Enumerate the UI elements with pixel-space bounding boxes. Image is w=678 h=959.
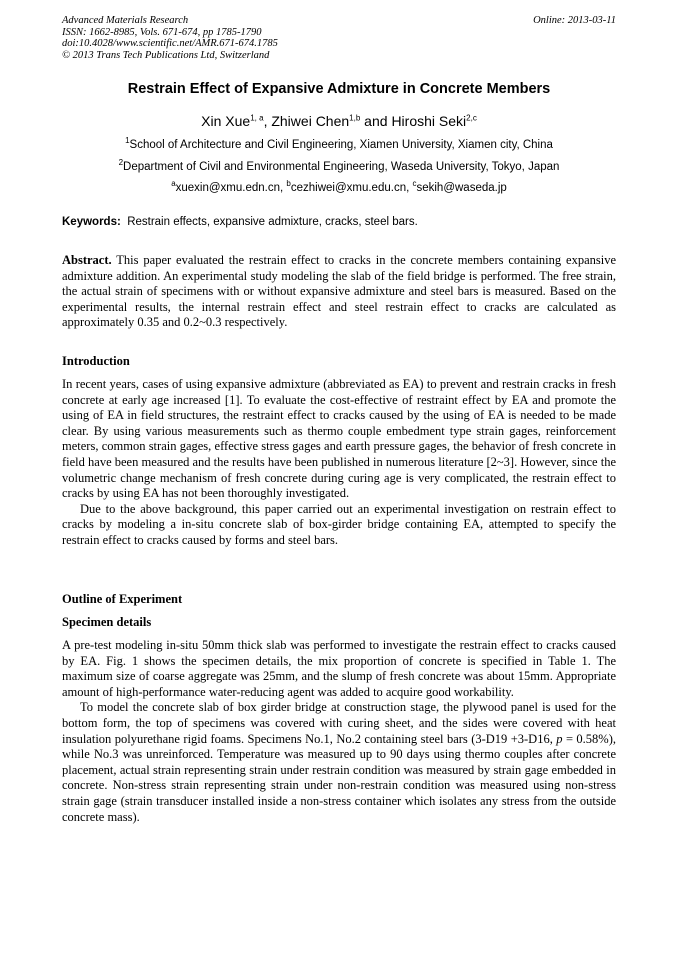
affiliation-text: Department of Civil and Environmental Engineering, Waseda University, Tokyo, Japan — [123, 161, 560, 173]
affiliation-2 — [0, 158, 678, 173]
email-superscript: c — [412, 179, 417, 189]
keywords-text: Restrain effects, expansive admixture, cracks, steel bars. — [127, 216, 418, 228]
email-superscript: b — [286, 179, 291, 189]
paragraph: Due to the above background, this paper carried out an experimental investigation on restrain effect to cracks by modeling a in-situ concrete slab of box-girder bridge containing EA, attempted to specify the restrain effect to cracks caused by forms and steel bars. — [62, 501, 616, 547]
copyright-line: © 2013 Trans Tech Publications Ltd, Switzerland — [62, 49, 270, 61]
journal-name: Advanced Materials Research — [62, 15, 189, 26]
keywords — [62, 216, 616, 228]
email-address: xuexin@xmu.edn.cn, — [175, 182, 284, 194]
author-superscript: 2,c — [466, 113, 477, 123]
affiliation-superscript: 2 — [118, 158, 124, 168]
affiliation-superscript: 1 — [125, 136, 130, 146]
section-heading-introduction: Introduction — [62, 354, 130, 368]
abstract-label: Abstract. — [62, 253, 112, 267]
email-address: sekih@waseda.jp — [416, 182, 507, 194]
author-name: Hiroshi Seki — [391, 113, 467, 129]
author-superscript: 1,b — [349, 113, 361, 123]
text-run: To model the concrete slab of box girder bridge at construction stage, the plywood panel is used for the bottom form, the top of specimens was covered with curing sheet, and the sides were covered with heat insulation polyurethane rigid foams. Specimens No.1, No.2 containing steel bars (3-D19 +3-D16, — [62, 700, 616, 746]
email-address: cezhiwei@xmu.edu.cn, — [290, 182, 410, 194]
subsection-heading-specimen: Specimen details — [62, 615, 152, 629]
email-line — [0, 179, 678, 194]
paragraph: A pre-test modeling in-situ 50mm thick slab was performed to investigate the restrain effect to cracks caused by EA. Fig. 1 shows the specimen details, the mix proportion of concrete is specified in Table 1. The maximum size of coarse aggregate was 25mm, and the slump of fresh concrete was about 15mm. Appropriate amount of high-performance water-reducing agent was added to acquire good workability. — [62, 638, 616, 699]
abstract — [62, 253, 616, 331]
online-date: Online: 2013-03-11 — [533, 15, 616, 26]
author-name: Xin Xue — [201, 113, 251, 129]
text-run: = 0.58%), while No.3 was unreinforced. Temperature was measured up to 90 days using thermo couples after concrete placement, actual strain representing strain under restrain condition was measured by strain gage embedded in concrete. Non-stress strain representing strain under non-restrain condition was measured using non-stress strain gage (strain transducer installed inside a non-stress container which isolates any stress from the outside concrete mass). — [62, 731, 617, 824]
email-superscript: a — [171, 179, 176, 189]
section-heading-outline: Outline of Experiment — [62, 592, 183, 606]
issn-line: ISSN: 1662-8985, Vols. 671-674, pp 1785-1790 — [62, 26, 262, 38]
keywords-label: Keywords: — [62, 216, 121, 228]
affiliation-text: School of Architecture and Civil Engineering, Xiamen University, Xiamen city, China — [129, 139, 553, 151]
running-header — [62, 15, 616, 61]
paragraph — [62, 700, 616, 825]
doi-line: doi:10.4028/www.scientific.net/AMR.671-674.1785 — [62, 38, 278, 49]
paragraph: In recent years, cases of using expansive admixture (abbreviated as EA) to prevent and restrain cracks in fresh concrete at early age increased [1]. To evaluate the cost-effective of restraint effect by EA and promote the using of EA in field structures, the restraint effect to cracks caused by the using of EA is needed to be made clear. By using various measurements such as thermo couple embedment type strain gages, reinforcement meters, common strain gages, effective stress gages and earth pressure gages, the behavior of fresh concrete in field have been measured and the results have been published in numerous literature [2~3]. However, since the volumetric change mechanism of fresh concrete during curing age is very complicated, the restrain effect to cracks by using EA has not been thoroughly investigated. — [62, 377, 616, 501]
author-name: Zhiwei Chen — [271, 113, 350, 129]
specimen-body — [62, 638, 616, 825]
affiliation-1 — [0, 136, 678, 151]
abstract-text: This paper evaluated the restrain effect to cracks in the concrete members containing expansive admixture addition. An experimental study modeling the slab of the field bridge is performed. The free strain, the actual strain of specimens with or without expansive admixture and steel bars is measured. Based on the experimental results, the internal restrain effect and steel restrain effect to cracks are calculated as approximately 0.35 and 0.2~0.3 respectively. — [62, 253, 616, 330]
author-superscript: 1, a — [250, 113, 264, 123]
paper-title: Restrain Effect of Expansive Admixture in Concrete Members — [127, 81, 551, 97]
symbol-p: p — [556, 731, 563, 746]
introduction-body — [62, 377, 616, 549]
author-list: Xin Xue$^{1, a}$, Zhiwei Chen$^{1,b}$ and Hiroshi Seki$^{2,c}$ — [201, 113, 477, 129]
